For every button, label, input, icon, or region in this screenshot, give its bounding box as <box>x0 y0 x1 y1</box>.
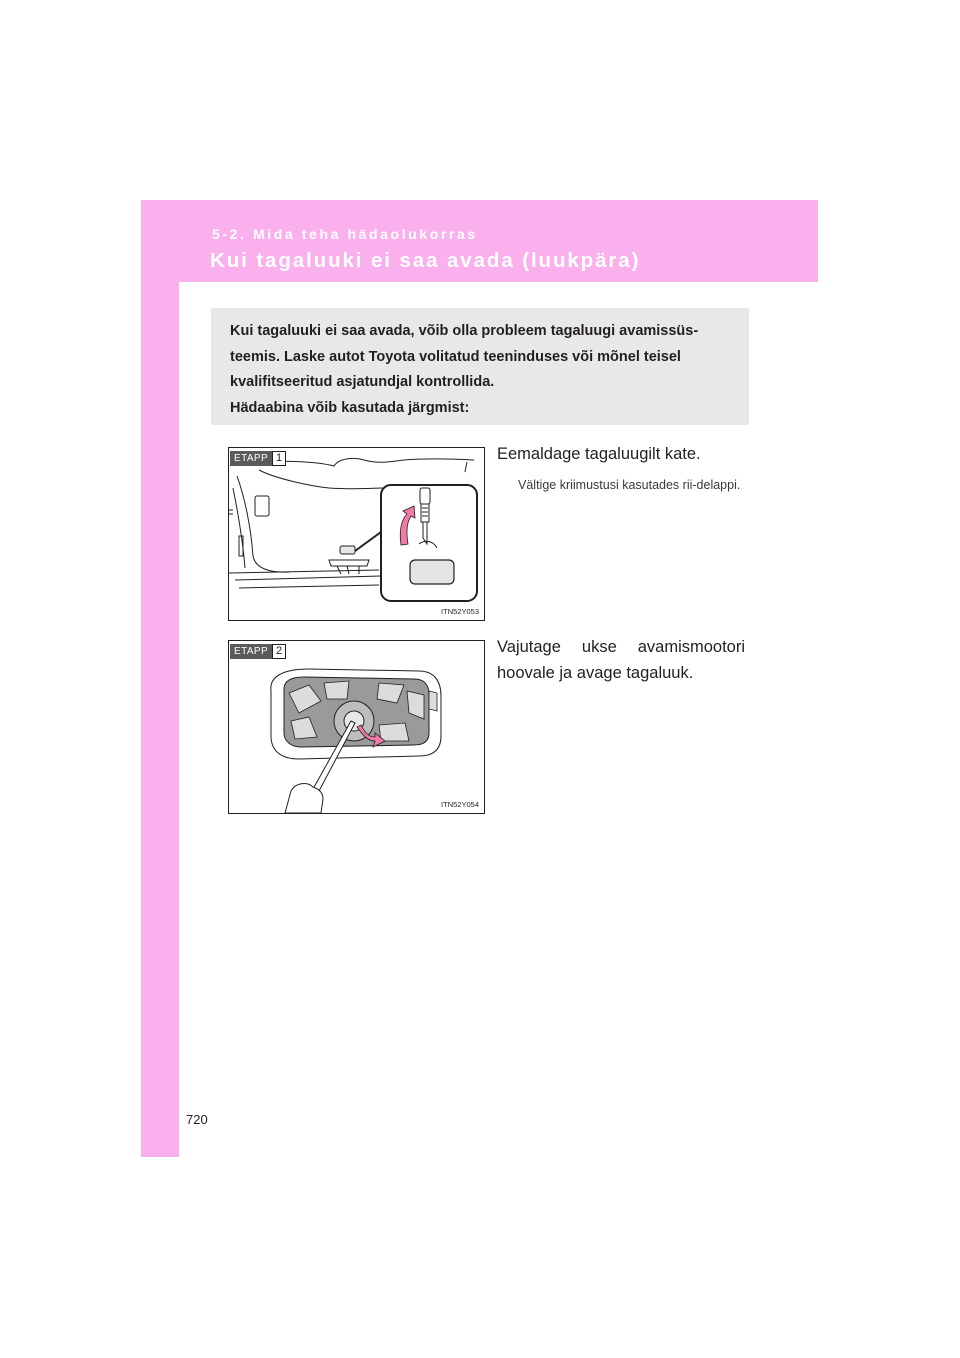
figure-code: ITN52Y053 <box>441 607 479 616</box>
step-1-text: Eemaldage tagaluugilt kate. <box>497 445 701 463</box>
intro-line: Kui tagaluuki ei saa avada, võib olla probleem tagaluugi avamissüs- <box>230 323 699 339</box>
motor-lever-illustration <box>229 641 484 813</box>
step-2-illustration <box>228 640 485 814</box>
page-number: 720 <box>186 1112 208 1127</box>
step-badge-label: ETAPP <box>230 451 272 466</box>
figure-code: ITN52Y054 <box>441 800 479 809</box>
section-label: 5-2. Mida teha hädaolukorras <box>212 226 478 242</box>
step-badge-label: ETAPP <box>230 644 272 659</box>
intro-line: Hädaabina võib kasutada järgmist: <box>230 399 470 416</box>
step-1-illustration <box>228 447 485 621</box>
step-2-text: Vajutage ukse avamismootori hoovale ja avage tagaluuk. <box>497 638 745 682</box>
tailgate-cover-illustration <box>229 448 484 620</box>
intro-line: teemis. Laske autot Toyota volitatud teeninduses või mõnel teisel <box>230 348 681 365</box>
intro-line: kvalifitseeritud asjatundjal kontrollida. <box>230 374 495 390</box>
step-1-badge <box>230 451 286 466</box>
page-title: Kui tagaluuki ei saa avada (luukpära) <box>210 249 641 272</box>
step-1-note: Vältige kriimustusi kasutades rii-delappi. <box>518 478 741 492</box>
step-2-badge <box>230 644 286 659</box>
step-badge-number: 1 <box>272 451 286 466</box>
side-tab-strip <box>141 282 179 1157</box>
intro-text <box>230 319 730 421</box>
step-badge-number: 2 <box>272 644 286 659</box>
